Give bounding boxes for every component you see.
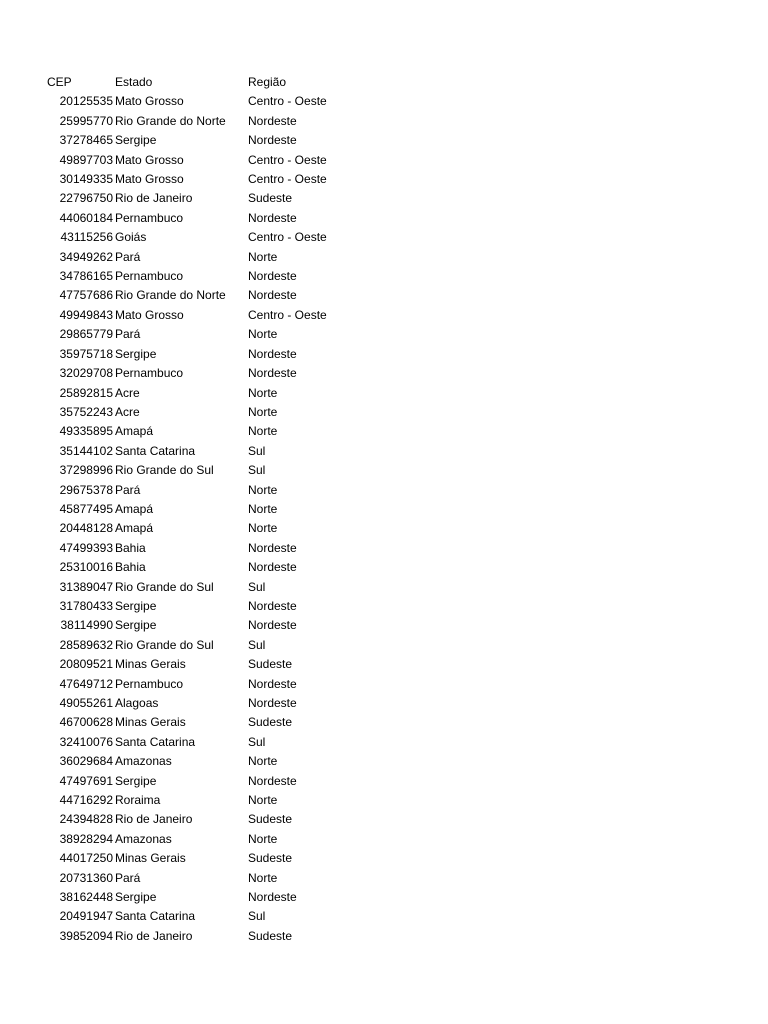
cell-estado: Amazonas [115, 754, 172, 769]
cell-cep: 20731360 [59, 870, 113, 885]
table-row [0, 422, 368, 441]
table-row [0, 209, 368, 228]
cell-regiao: Norte [248, 385, 278, 400]
cell-regiao: Sudeste [248, 812, 293, 827]
cell-estado: Mato Grosso [115, 172, 184, 187]
table-row [0, 267, 368, 286]
table-row [0, 772, 368, 791]
cell-cep: 25995770 [59, 113, 113, 128]
cell-regiao: Norte [248, 424, 278, 439]
table-row [0, 384, 368, 403]
table-row [0, 481, 368, 500]
table-row [0, 616, 368, 635]
cell-estado: Pernambuco [115, 366, 184, 381]
cell-regiao: Nordeste [248, 890, 297, 905]
cell-cep: 22796750 [59, 191, 113, 206]
cell-estado: Amapá [115, 501, 154, 516]
cell-estado: Rio de Janeiro [115, 928, 193, 943]
table-row [0, 461, 368, 480]
table-row [0, 713, 368, 732]
cell-cep: 25892815 [59, 385, 113, 400]
cell-regiao: Nordeste [248, 773, 297, 788]
cell-estado: Sergipe [115, 618, 157, 633]
table-row [0, 733, 368, 752]
cell-estado: Minas Gerais [115, 715, 186, 730]
cell-estado: Alagoas [115, 696, 159, 710]
cell-estado: Rio Grande do Norte [115, 113, 226, 128]
table-row [0, 810, 368, 829]
cell-estado: Rio Grande do Sul [115, 463, 214, 478]
cell-cep: 47757686 [59, 288, 113, 303]
cell-estado: Sergipe [115, 773, 157, 788]
cell-cep: 20491947 [59, 909, 113, 924]
cell-cep: 35144102 [59, 443, 113, 458]
cell-regiao: Nordeste [248, 366, 297, 381]
cell-cep: 38928294 [59, 831, 113, 846]
cell-cep: 38162448 [59, 890, 113, 905]
cell-regiao: Sudeste [248, 657, 293, 672]
table-row [0, 636, 368, 655]
cell-regiao: Sudeste [248, 851, 293, 866]
cell-estado: Goiás [115, 230, 147, 245]
cell-estado: Rio de Janeiro [115, 191, 193, 206]
cell-estado: Amapá [115, 521, 154, 536]
cell-estado: Pará [115, 870, 141, 885]
cell-estado: Bahia [115, 540, 146, 555]
table-row [0, 655, 368, 674]
cell-cep: 29675378 [59, 482, 113, 497]
cell-estado: Amapá [115, 424, 154, 439]
cell-regiao: Norte [248, 793, 278, 808]
cell-cep: 44060184 [59, 210, 113, 225]
table-row [0, 694, 368, 713]
cell-cep: 20448128 [59, 521, 113, 536]
cell-cep: 44716292 [59, 793, 113, 808]
cell-cep: 47497691 [59, 773, 113, 788]
cell-regiao: Norte [248, 521, 278, 536]
cell-regiao: Sul [248, 734, 266, 749]
cell-estado: Pernambuco [115, 676, 184, 691]
table-row [0, 675, 368, 694]
cell-estado: Mato Grosso [115, 307, 184, 322]
cell-cep: 32029708 [59, 366, 113, 381]
cell-cep: 35752243 [59, 404, 113, 419]
cell-cep: 24394828 [59, 812, 113, 827]
cell-estado: Pará [115, 482, 141, 497]
table-row [0, 791, 368, 810]
table-row [0, 364, 368, 383]
table-row [0, 248, 368, 267]
table-body [0, 92, 368, 946]
cell-estado: Santa Catarina [115, 909, 196, 924]
cell-estado: Minas Gerais [115, 657, 186, 672]
table-row [0, 752, 368, 771]
cell-regiao: Centro - Oeste [248, 230, 327, 245]
cell-cep: 37278465 [59, 133, 113, 148]
cell-regiao: Norte [248, 482, 278, 497]
cell-regiao: Nordeste [248, 560, 297, 575]
cell-regiao: Sudeste [248, 715, 293, 730]
cell-regiao: Centro - Oeste [248, 94, 327, 109]
cell-estado: Mato Grosso [115, 152, 184, 167]
header-regiao: Região [248, 75, 287, 89]
cell-estado: Pernambuco [115, 269, 184, 284]
cell-estado: Santa Catarina [115, 734, 196, 749]
cell-cep: 49335895 [59, 424, 113, 439]
table-row [0, 888, 368, 907]
header-estado: Estado [115, 75, 153, 89]
table-row [0, 907, 368, 926]
cell-cep: 29865779 [59, 327, 113, 342]
cell-cep: 49897703 [59, 152, 113, 167]
cell-cep: 43115256 [60, 230, 113, 245]
cell-cep: 35975718 [59, 346, 113, 361]
table-row [0, 519, 368, 538]
cell-cep: 45877495 [59, 501, 113, 516]
cell-cep: 46700628 [59, 715, 113, 730]
cell-regiao: Centro - Oeste [248, 172, 327, 187]
cell-regiao: Sul [248, 463, 266, 478]
cell-regiao: Nordeste [248, 598, 297, 613]
cell-cep: 47499393 [59, 540, 113, 555]
table-row [0, 325, 368, 344]
cell-regiao: Centro - Oeste [248, 152, 327, 167]
cell-estado: Sergipe [115, 598, 157, 613]
table-row [0, 345, 368, 364]
cell-regiao: Sul [248, 579, 266, 594]
cell-regiao: Sul [248, 443, 266, 458]
cell-regiao: Norte [248, 404, 278, 419]
cell-cep: 31389047 [59, 579, 113, 594]
table-row [0, 131, 368, 150]
cell-estado: Rio Grande do Norte [115, 288, 226, 303]
cell-estado: Pará [115, 327, 141, 342]
cell-estado: Acre [115, 404, 140, 419]
cell-cep: 25310016 [59, 560, 113, 575]
header-row [0, 73, 368, 92]
cell-cep: 28589632 [59, 637, 113, 652]
table-row [0, 869, 368, 888]
cell-regiao: Norte [248, 870, 278, 885]
cell-cep: 34949262 [59, 249, 113, 264]
table-row [0, 597, 368, 616]
cell-regiao: Nordeste [248, 288, 297, 303]
cell-regiao: Sul [248, 637, 266, 652]
cell-cep: 39852094 [59, 928, 113, 943]
cell-regiao: Nordeste [248, 210, 297, 225]
cell-regiao: Nordeste [248, 133, 297, 148]
table-row [0, 830, 368, 849]
cell-estado: Rio de Janeiro [115, 812, 193, 827]
cell-regiao: Sul [248, 909, 266, 924]
cell-cep: 47649712 [59, 676, 113, 691]
cell-cep: 30149335 [59, 172, 113, 187]
cell-cep: 31780433 [59, 598, 113, 613]
table-row [0, 286, 368, 305]
cell-estado: Rio Grande do Sul [115, 579, 214, 594]
cell-cep: 44017250 [59, 851, 113, 866]
cell-estado: Santa Catarina [115, 443, 196, 458]
cell-cep: 49055261 [59, 696, 113, 710]
spreadsheet [0, 73, 368, 946]
table-row [0, 403, 368, 422]
cell-cep: 32410076 [59, 734, 113, 749]
cell-cep: 36029684 [59, 754, 113, 769]
table-row [0, 92, 368, 111]
cell-regiao: Norte [248, 501, 278, 516]
cell-estado: Sergipe [115, 890, 157, 905]
cell-estado: Roraima [115, 793, 161, 808]
cell-regiao: Nordeste [248, 269, 297, 284]
table-row [0, 228, 368, 247]
cell-regiao: Nordeste [248, 346, 297, 361]
cell-estado: Bahia [115, 560, 146, 575]
table-row [0, 500, 368, 519]
cell-regiao: Nordeste [248, 676, 297, 691]
cell-regiao: Norte [248, 249, 278, 264]
table-row [0, 849, 368, 868]
cell-cep: 49949843 [59, 307, 113, 322]
table-row [0, 927, 368, 946]
table-row [0, 578, 368, 597]
cell-estado: Pará [115, 249, 141, 264]
cell-regiao: Nordeste [248, 540, 297, 555]
cell-estado: Pernambuco [115, 210, 184, 225]
cell-regiao: Norte [248, 754, 278, 769]
cell-cep: 38114990 [60, 618, 113, 633]
cell-regiao: Nordeste [248, 618, 297, 633]
cell-estado: Sergipe [115, 133, 157, 148]
cell-cep: 20809521 [59, 657, 113, 672]
cell-estado: Sergipe [115, 346, 157, 361]
cell-estado: Minas Gerais [115, 851, 186, 866]
table-row [0, 170, 368, 189]
table-row [0, 189, 368, 208]
cell-regiao: Nordeste [248, 696, 297, 710]
cell-regiao: Norte [248, 327, 278, 342]
cell-estado: Acre [115, 385, 140, 400]
table-row [0, 442, 368, 461]
cell-cep: 20125535 [59, 94, 113, 109]
cell-regiao: Sudeste [248, 191, 293, 206]
cell-regiao: Centro - Oeste [248, 307, 327, 322]
cep-table [0, 73, 368, 946]
table-row [0, 112, 368, 131]
table-row [0, 558, 368, 577]
cell-estado: Mato Grosso [115, 94, 184, 109]
cell-cep: 37298996 [59, 463, 113, 478]
table-row [0, 306, 368, 325]
cell-regiao: Sudeste [248, 928, 293, 943]
cell-regiao: Nordeste [248, 113, 297, 128]
table-row [0, 539, 368, 558]
cell-estado: Rio Grande do Sul [115, 637, 214, 652]
cell-estado: Amazonas [115, 831, 172, 846]
cell-regiao: Norte [248, 831, 278, 846]
cell-cep: 34786165 [59, 269, 113, 284]
header-cep: CEP [47, 75, 72, 89]
table-row [0, 151, 368, 170]
